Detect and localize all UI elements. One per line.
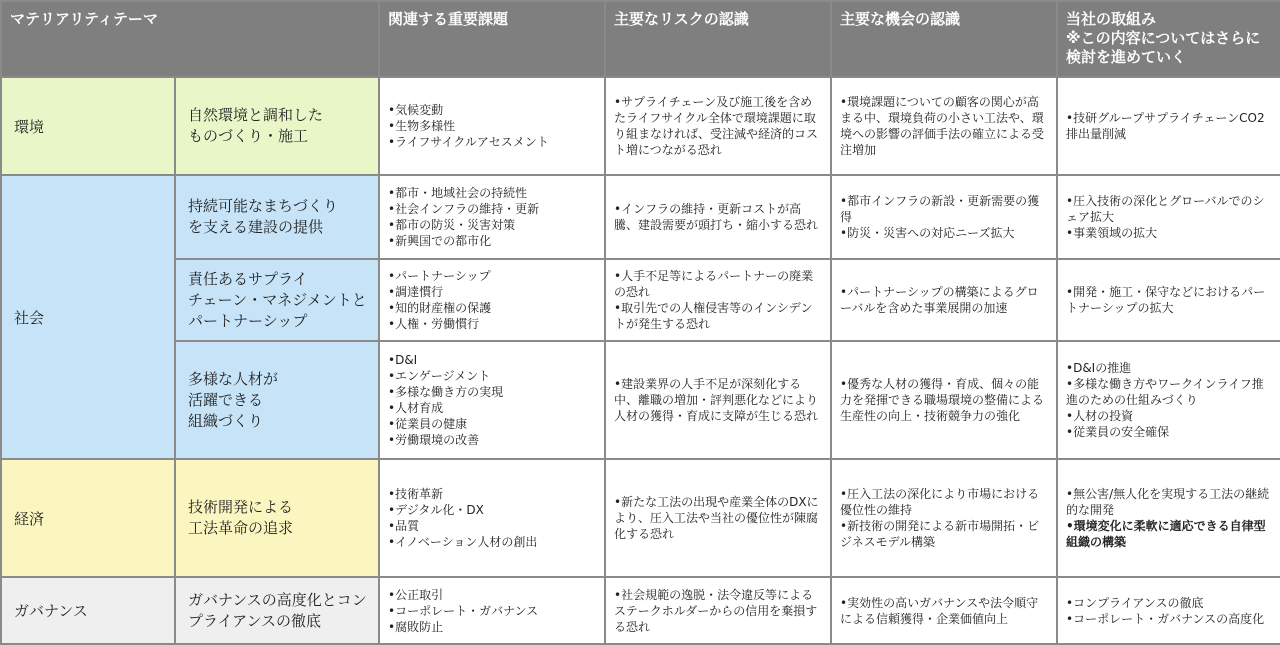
risks-cell: •インフラの維持・更新コストが高騰、建設需要が頭打ち・縮小する恐れ [605,175,831,259]
header-actions [1057,1,1280,77]
theme-cell: 自然環境と調和した ものづくり・施工 [175,77,379,175]
category-society: 社会 [1,175,175,459]
actions-cell: •D&Iの推進 •多様な働き方やワークインライフ推進のための仕組みづくり •人材の投資 •従業員の安全確保 [1057,341,1280,459]
risks-cell: •新たな工法の出現や産業全体のDXにより、圧入工法や当社の優位性が陳腐化する恐れ [605,459,831,577]
opportunities-cell: •パートナーシップの構築によるグローバルを含めた事業展開の加速 [831,259,1057,341]
opportunities-cell: •都市インフラの新設・更新需要の獲得 •防災・災害への対応ニーズ拡大 [831,175,1057,259]
risks-cell: •人手不足等によるパートナーの廃業の恐れ •取引先での人権侵害等のインシデントが発生する恐れ [605,259,831,341]
header-actions-line2: ※この内容についてはさらに [1066,29,1261,47]
header-row [1,1,1280,77]
table-row [1,341,1280,459]
actions-cell: •コンプライアンスの徹底 •コーポレート・ガバナンスの高度化 [1057,577,1280,644]
issues-cell: •D&I •エンゲージメント •多様な働き方の実現 •人材育成 •従業員の健康 •労働環境の改善 [379,341,605,459]
risks-cell: •建設業界の人手不足が深刻化する中、離職の増加・評判悪化などにより人材の獲得・育成に支障が生じる恐れ [605,341,831,459]
category-economy: 経済 [1,459,175,577]
theme-cell: ガバナンスの高度化とコン プライアンスの徹底 [175,577,379,644]
header-risks: 主要なリスクの認識 [605,1,831,77]
table-row [1,259,1280,341]
actions-cell: •無公害/無人化を実現する工法の継続的な開発 •環境変化に柔軟に適応できる自律型組織の構築 [1057,459,1280,577]
theme-cell: 技術開発による 工法革命の追求 [175,459,379,577]
header-theme: マテリアリティテーマ [1,1,379,77]
issues-cell: •技術革新 •デジタル化・DX •品質 •イノベーション人材の創出 [379,459,605,577]
table-row [1,77,1280,175]
theme-cell: 多様な人材が 活躍できる 組織づくり [175,341,379,459]
risks-cell: •サプライチェーン及び施工後を含めたライフサイクル全体で環境課題に取り組まなければ、受注減や経済的コスト増につながる恐れ [605,77,831,175]
opportunities-cell: •実効性の高いガバナンスや法令順守による信頼獲得・企業価値向上 [831,577,1057,644]
header-actions-line3: 検討を進めていく [1066,48,1187,66]
category-governance: ガバナンス [1,577,175,644]
table-row [1,577,1280,644]
opportunities-cell: •圧入工法の深化により市場における優位性の維持 •新技術の開発による新市場開拓・ビジネスモデル構築 [831,459,1057,577]
header-actions-line1: 当社の取組み [1066,10,1157,28]
theme-cell: 責任あるサプライ チェーン・マネジメントと パートナーシップ [175,259,379,341]
theme-cell: 持続可能なまちづくり を支える建設の提供 [175,175,379,259]
opportunities-cell: •環境課題についての顧客の関心が高まる中、環境負荷の小さい工法や、環境への影響の評価手法の確立による受注増加 [831,77,1057,175]
table-row [1,459,1280,577]
issues-cell: •気候変動 •生物多様性 •ライフサイクルアセスメント [379,77,605,175]
table-row [1,175,1280,259]
issues-cell: •都市・地域社会の持続性 •社会インフラの維持・更新 •都市の防災・災害対策 •新興国での都市化 [379,175,605,259]
risks-cell: •社会規範の逸脱・法令違反等によるステークホルダーからの信用を棄損する恐れ [605,577,831,644]
actions-cell: •技研グループサプライチェーンCO2排出量削減 [1057,77,1280,175]
opportunities-cell: •優秀な人材の獲得・育成、個々の能力を発揮できる職場環境の整備による生産性の向上・技術競争力の強化 [831,341,1057,459]
issues-cell: •公正取引 •コーポレート・ガバナンス •腐敗防止 [379,577,605,644]
category-environment: 環境 [1,77,175,175]
header-issues: 関連する重要課題 [379,1,605,77]
header-opportunities: 主要な機会の認識 [831,1,1057,77]
actions-cell: •圧入技術の深化とグローバルでのシェア拡大 •事業領域の拡大 [1057,175,1280,259]
issues-cell: •パートナーシップ •調達慣行 •知的財産権の保護 •人権・労働慣行 [379,259,605,341]
actions-cell: •開発・施工・保守などにおけるパートナーシップの拡大 [1057,259,1280,341]
